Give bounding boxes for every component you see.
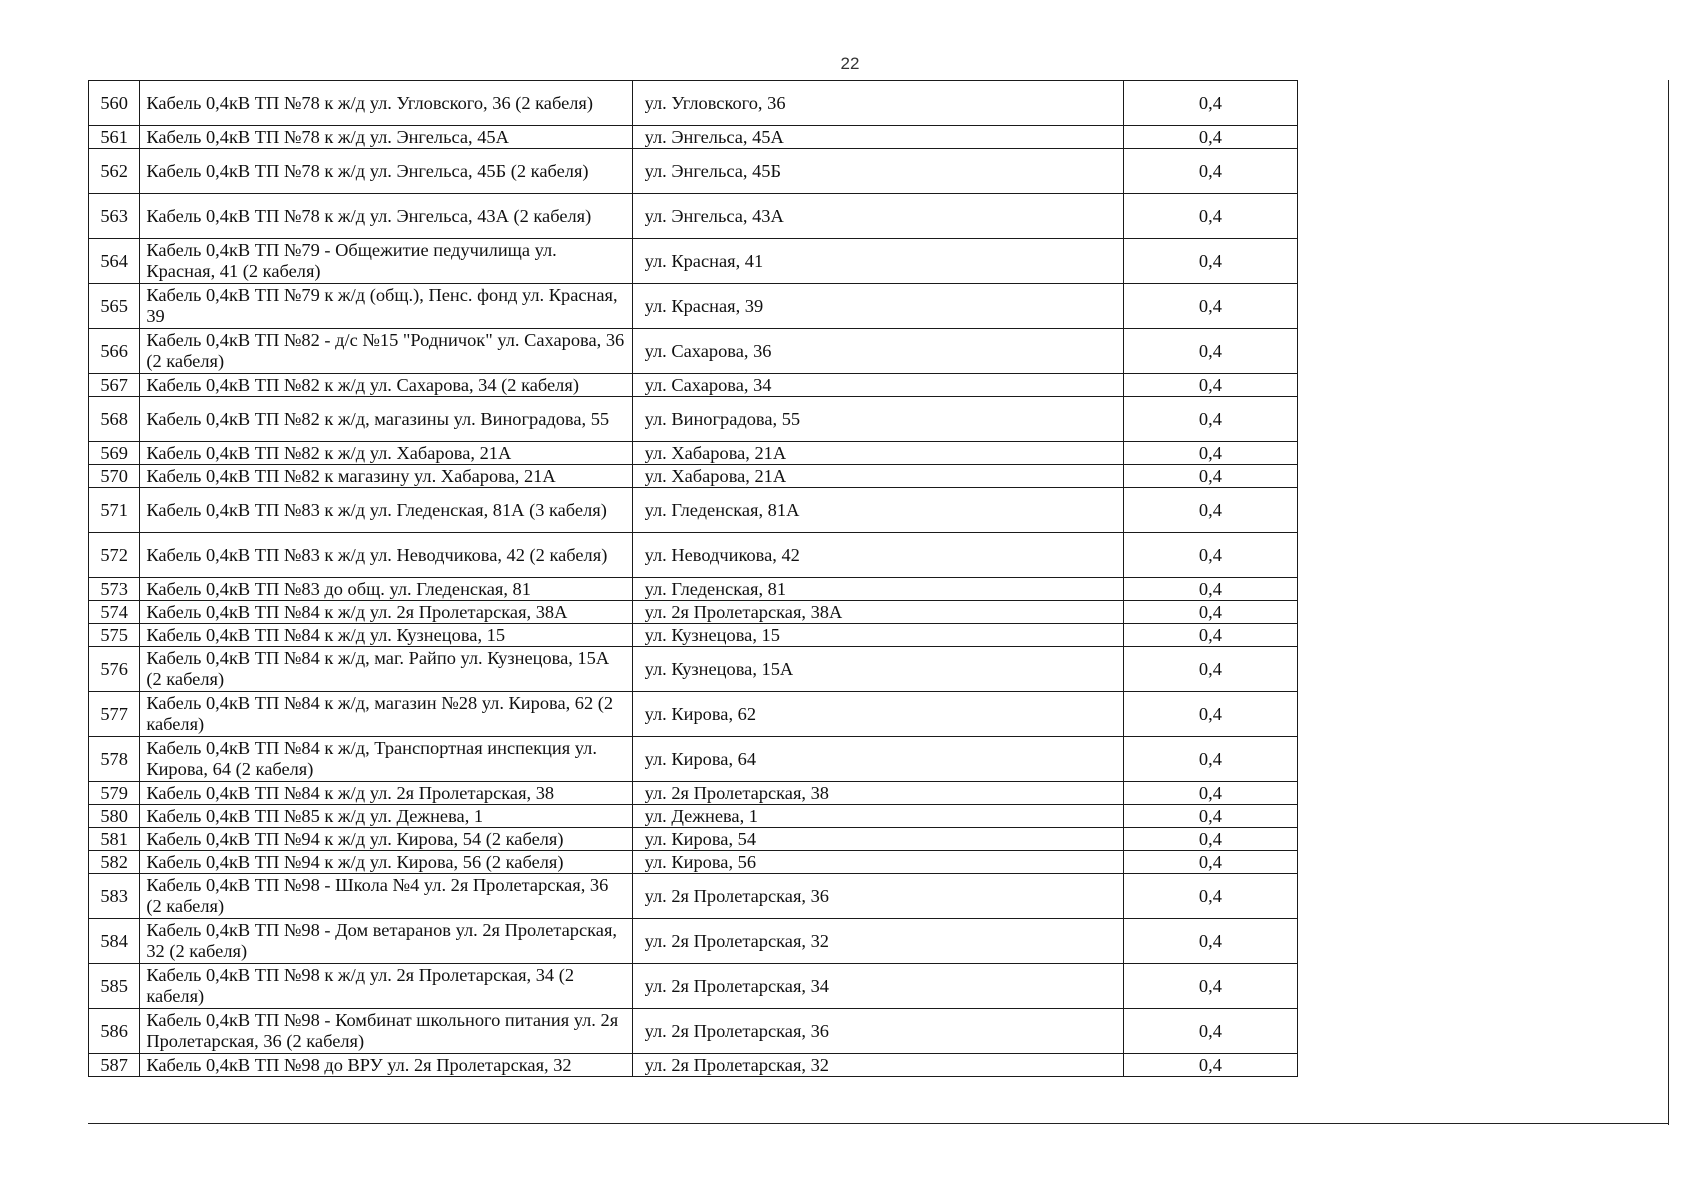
row-number: 563 [89,194,140,239]
table-row [89,647,1298,692]
cable-address: ул. 2я Пролетарская, 36 [632,874,1123,919]
cable-name: Кабель 0,4кВ ТП №98 к ж/д ул. 2я Пролетарская, 34 (2 кабеля) [140,964,632,1009]
cable-address: ул. Виноградова, 55 [632,397,1123,442]
row-number: 560 [89,81,140,126]
cable-voltage: 0,4 [1123,284,1297,329]
table-row [89,239,1298,284]
cable-address: ул. Энгельса, 43А [632,194,1123,239]
row-number: 573 [89,578,140,601]
cable-address: ул. Кирова, 54 [632,828,1123,851]
table-row [89,851,1298,874]
table-row [89,964,1298,1009]
row-number: 574 [89,601,140,624]
row-number: 564 [89,239,140,284]
cable-name: Кабель 0,4кВ ТП №84 к ж/д, маг. Райпо ул. Кузнецова, 15А (2 кабеля) [140,647,632,692]
table-row [89,737,1298,782]
row-number: 578 [89,737,140,782]
table-row [89,81,1298,126]
cable-name: Кабель 0,4кВ ТП №78 к ж/д ул. Угловского, 36 (2 кабеля) [140,81,632,126]
cable-voltage: 0,4 [1123,126,1297,149]
cable-address: ул. 2я Пролетарская, 32 [632,919,1123,964]
cable-address: ул. Энгельса, 45Б [632,149,1123,194]
row-number: 577 [89,692,140,737]
row-number: 583 [89,874,140,919]
table-row [89,828,1298,851]
table-row [89,465,1298,488]
cable-address: ул. 2я Пролетарская, 38А [632,601,1123,624]
cable-voltage: 0,4 [1123,149,1297,194]
cable-name: Кабель 0,4кВ ТП №78 к ж/д ул. Энгельса, 45А [140,126,632,149]
row-number: 571 [89,488,140,533]
cable-table [88,80,1298,1077]
cable-address: ул. 2я Пролетарская, 32 [632,1054,1123,1077]
cable-name: Кабель 0,4кВ ТП №85 к ж/д ул. Дежнева, 1 [140,805,632,828]
cable-name: Кабель 0,4кВ ТП №84 к ж/д, Транспортная инспекция ул. Кирова, 64 (2 кабеля) [140,737,632,782]
row-number: 567 [89,374,140,397]
cable-address: ул. Энгельса, 45А [632,126,1123,149]
cable-voltage: 0,4 [1123,1054,1297,1077]
cable-name: Кабель 0,4кВ ТП №98 до ВРУ ул. 2я Пролетарская, 32 [140,1054,632,1077]
cable-voltage: 0,4 [1123,737,1297,782]
table-row [89,1009,1298,1054]
cable-address: ул. Кирова, 56 [632,851,1123,874]
cable-name: Кабель 0,4кВ ТП №84 к ж/д, магазин №28 ул. Кирова, 62 (2 кабеля) [140,692,632,737]
table-row [89,805,1298,828]
cable-address: ул. Кузнецова, 15 [632,624,1123,647]
row-number: 565 [89,284,140,329]
table-row [89,442,1298,465]
row-number: 587 [89,1054,140,1077]
cable-name: Кабель 0,4кВ ТП №94 к ж/д ул. Кирова, 54 (2 кабеля) [140,828,632,851]
cable-voltage: 0,4 [1123,374,1297,397]
cable-voltage: 0,4 [1123,533,1297,578]
cable-voltage: 0,4 [1123,465,1297,488]
cable-name: Кабель 0,4кВ ТП №83 к ж/д ул. Неводчикова, 42 (2 кабеля) [140,533,632,578]
cable-voltage: 0,4 [1123,964,1297,1009]
table-row [89,533,1298,578]
table-row [89,284,1298,329]
cable-name: Кабель 0,4кВ ТП №84 к ж/д ул. 2я Пролетарская, 38А [140,601,632,624]
cable-address: ул. Гледенская, 81 [632,578,1123,601]
cable-name: Кабель 0,4кВ ТП №82 к ж/д ул. Сахарова, 34 (2 кабеля) [140,374,632,397]
cable-name: Кабель 0,4кВ ТП №78 к ж/д ул. Энгельса, 43А (2 кабеля) [140,194,632,239]
row-number: 575 [89,624,140,647]
table-row [89,149,1298,194]
cable-address: ул. Дежнева, 1 [632,805,1123,828]
cable-name: Кабель 0,4кВ ТП №83 к ж/д ул. Гледенская, 81А (3 кабеля) [140,488,632,533]
row-number: 572 [89,533,140,578]
cable-voltage: 0,4 [1123,828,1297,851]
table-row [89,919,1298,964]
page-number: 22 [840,54,860,73]
table-row [89,782,1298,805]
table-row [89,397,1298,442]
row-number: 580 [89,805,140,828]
cable-address: ул. Кирова, 62 [632,692,1123,737]
table-row [89,874,1298,919]
cable-address: ул. Красная, 39 [632,284,1123,329]
cable-address: ул. Кузнецова, 15А [632,647,1123,692]
cable-voltage: 0,4 [1123,805,1297,828]
cable-voltage: 0,4 [1123,874,1297,919]
table-row [89,374,1298,397]
cable-voltage: 0,4 [1123,782,1297,805]
cable-address: ул. 2я Пролетарская, 38 [632,782,1123,805]
cable-voltage: 0,4 [1123,1009,1297,1054]
cable-voltage: 0,4 [1123,624,1297,647]
row-number: 569 [89,442,140,465]
cable-voltage: 0,4 [1123,194,1297,239]
cable-name: Кабель 0,4кВ ТП №84 к ж/д ул. 2я Пролетарская, 38 [140,782,632,805]
cable-name: Кабель 0,4кВ ТП №82 - д/с №15 "Родничок" ул. Сахарова, 36 (2 кабеля) [140,329,632,374]
cable-voltage: 0,4 [1123,578,1297,601]
cable-voltage: 0,4 [1123,692,1297,737]
cable-voltage: 0,4 [1123,329,1297,374]
row-number: 561 [89,126,140,149]
cable-name: Кабель 0,4кВ ТП №98 - Комбинат школьного питания ул. 2я Пролетарская, 36 (2 кабеля) [140,1009,632,1054]
table-row [89,578,1298,601]
cable-voltage: 0,4 [1123,488,1297,533]
cable-name: Кабель 0,4кВ ТП №98 - Школа №4 ул. 2я Пролетарская, 36 (2 кабеля) [140,874,632,919]
cable-name: Кабель 0,4кВ ТП №79 к ж/д (общ.), Пенс. фонд ул. Красная, 39 [140,284,632,329]
row-number: 586 [89,1009,140,1054]
cable-address: ул. Сахарова, 34 [632,374,1123,397]
cable-name: Кабель 0,4кВ ТП №82 к ж/д ул. Хабарова, 21А [140,442,632,465]
cable-name: Кабель 0,4кВ ТП №78 к ж/д ул. Энгельса, 45Б (2 кабеля) [140,149,632,194]
row-number: 566 [89,329,140,374]
cable-address: ул. Сахарова, 36 [632,329,1123,374]
cable-name: Кабель 0,4кВ ТП №82 к магазину ул. Хабарова, 21А [140,465,632,488]
cable-voltage: 0,4 [1123,919,1297,964]
row-number: 582 [89,851,140,874]
cable-address: ул. Гледенская, 81А [632,488,1123,533]
table-row [89,194,1298,239]
row-number: 568 [89,397,140,442]
cable-address: ул. Угловского, 36 [632,81,1123,126]
row-number: 562 [89,149,140,194]
cable-voltage: 0,4 [1123,397,1297,442]
cable-address: ул. 2я Пролетарская, 34 [632,964,1123,1009]
cable-address: ул. Кирова, 64 [632,737,1123,782]
cable-address: ул. Хабарова, 21А [632,442,1123,465]
table-row [89,601,1298,624]
cable-voltage: 0,4 [1123,647,1297,692]
sheet-bottom-border [88,1123,1669,1124]
cable-address: ул. Хабарова, 21А [632,465,1123,488]
table-row [89,329,1298,374]
row-number: 585 [89,964,140,1009]
cable-name: Кабель 0,4кВ ТП №82 к ж/д, магазины ул. Виноградова, 55 [140,397,632,442]
table-row [89,126,1298,149]
row-number: 579 [89,782,140,805]
table-row [89,488,1298,533]
cable-address: ул. Неводчикова, 42 [632,533,1123,578]
row-number: 570 [89,465,140,488]
cable-table-body [89,81,1298,1077]
cable-voltage: 0,4 [1123,601,1297,624]
cable-voltage: 0,4 [1123,851,1297,874]
cable-name: Кабель 0,4кВ ТП №98 - Дом ветаранов ул. 2я Пролетарская, 32 (2 кабеля) [140,919,632,964]
cable-name: Кабель 0,4кВ ТП №84 к ж/д ул. Кузнецова, 15 [140,624,632,647]
cable-name: Кабель 0,4кВ ТП №94 к ж/д ул. Кирова, 56 (2 кабеля) [140,851,632,874]
table-row [89,1054,1298,1077]
cable-address: ул. 2я Пролетарская, 36 [632,1009,1123,1054]
row-number: 584 [89,919,140,964]
row-number: 581 [89,828,140,851]
row-number: 576 [89,647,140,692]
cable-voltage: 0,4 [1123,81,1297,126]
cable-voltage: 0,4 [1123,239,1297,284]
cable-name: Кабель 0,4кВ ТП №83 до общ. ул. Гледенская, 81 [140,578,632,601]
table-row [89,692,1298,737]
table-row [89,624,1298,647]
cable-voltage: 0,4 [1123,442,1297,465]
cable-address: ул. Красная, 41 [632,239,1123,284]
cable-name: Кабель 0,4кВ ТП №79 - Общежитие педучилища ул. Красная, 41 (2 кабеля) [140,239,632,284]
